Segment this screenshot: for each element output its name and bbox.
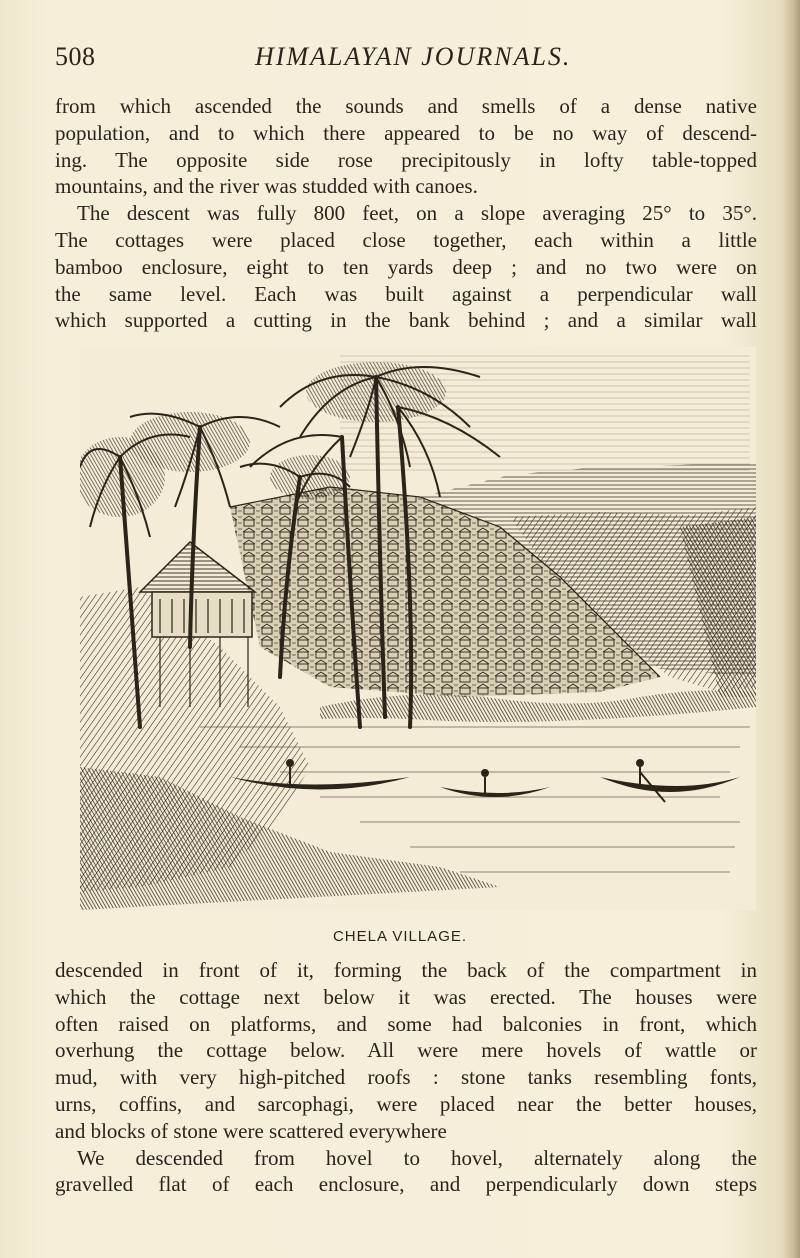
text-line: ing. The opposite side rose precipitously in lofty table-topped — [55, 147, 757, 172]
engraving-illustration — [80, 347, 756, 910]
text-line: and blocks of stone were scattered everywhere — [55, 1118, 447, 1143]
page-number: 508 — [55, 42, 96, 71]
paragraph-top — [55, 93, 757, 334]
text-line: urns, coffins, and sarcophagi, were placed near the better houses, — [55, 1091, 757, 1116]
text-line: bamboo enclosure, eight to ten yards deep ; and no two were on — [55, 254, 757, 279]
text-line: mud, with very high-pitched roofs : stone tanks resembling fonts, — [55, 1065, 757, 1090]
text-line: mountains, and the river was studded with canoes. — [55, 174, 478, 199]
paragraph-bottom — [55, 957, 757, 1198]
text-line: The descent was fully 800 feet, on a slope averaging 25° to 35°. — [77, 201, 757, 226]
text-line: from which ascended the sounds and smells of a dense native — [55, 94, 757, 118]
text-line: which the cottage next below it was erected. The houses were — [55, 984, 757, 1009]
running-title: HIMALAYAN JOURNALS. — [255, 42, 572, 71]
text-line: often raised on platforms, and some had balconies in front, which — [55, 1011, 757, 1036]
text-line: The cottages were placed close together, each within a little — [55, 227, 757, 252]
text-line: gravelled flat of each enclosure, and perpendicularly down steps — [55, 1172, 757, 1197]
running-head — [55, 42, 755, 76]
text-line: overhung the cottage below. All were mere hovels of wattle or — [55, 1038, 757, 1063]
text-line: which supported a cutting in the bank behind ; and a similar wall — [55, 308, 757, 333]
figure-caption: CHELA VILLAGE. — [332, 928, 468, 945]
text-line: We descended from hovel to hovel, alternately along the — [77, 1145, 757, 1170]
text-line: descended in front of it, forming the back of the compartment in — [55, 958, 757, 982]
text-line: population, and to which there appeared to be no way of descend- — [55, 120, 757, 145]
text-line: the same level. Each was built against a perpendicular wall — [55, 281, 757, 306]
engraving-svg — [80, 347, 756, 910]
page-edge-shadow — [782, 0, 800, 1258]
